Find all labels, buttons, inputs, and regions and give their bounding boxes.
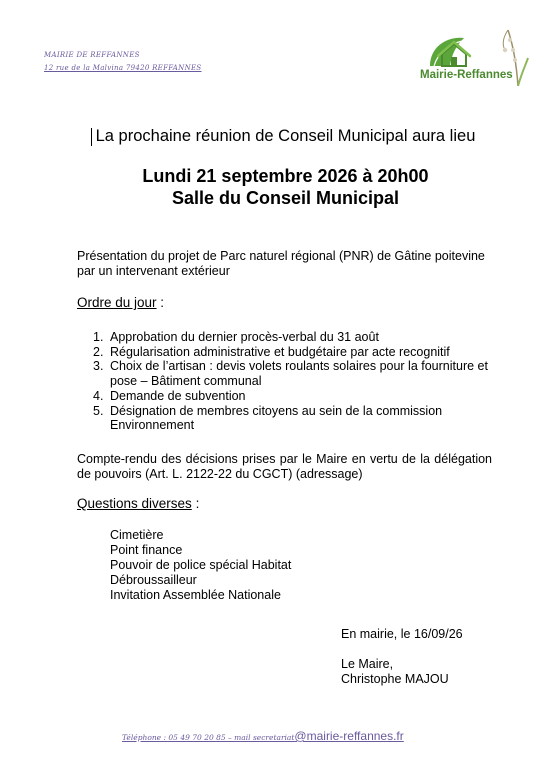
agenda-item-number: 4. <box>93 388 104 403</box>
agenda-item-number: 5. <box>93 403 104 418</box>
agenda-item <box>93 330 503 345</box>
agenda-heading-text: Ordre du jour <box>77 295 157 310</box>
misc-item: Invitation Assemblée Nationale <box>110 588 281 602</box>
misc-heading <box>77 496 199 511</box>
agenda-item <box>93 389 503 404</box>
agenda-item-number: 1. <box>93 330 104 344</box>
misc-item: Débroussailleur <box>110 573 197 587</box>
agenda-heading-colon: : <box>156 295 165 310</box>
town-logo <box>412 28 530 90</box>
presentation-paragraph: Présentation du projet de Parc naturel régional (PNR) de Gâtine poitevine par un intervenant extérieur <box>77 249 485 278</box>
organization-address: 12 rue de la Malvina 79420 REFFANNES <box>44 64 202 72</box>
agenda-item-text: Désignation de membres citoyens au sein de la commission Environnement <box>110 403 443 433</box>
footer-phone-mail: Téléphone : 05 49 70 20 85 – mail secretariat <box>122 733 295 742</box>
signature-name: Christophe MAJOU <box>341 672 449 686</box>
footer-contact <box>122 727 404 745</box>
agenda-item-number: 3. <box>93 359 104 374</box>
agenda-item <box>93 404 503 433</box>
agenda-item-text: Approbation du dernier procès-verbal du 31 août <box>110 330 379 344</box>
agenda-list <box>93 330 503 433</box>
misc-item: Pouvoir de police spécial Habitat <box>110 558 292 572</box>
agenda-item-number: 2. <box>93 344 104 359</box>
agenda-heading <box>77 295 164 310</box>
misc-heading-text: Questions diverses <box>77 496 192 511</box>
agenda-item-text: Choix de l’artisan : devis volets roulants solaires pour la fourniture et pose – Bâtiment communal <box>110 359 488 389</box>
footer-email-domain[interactable]: @mairie-reffannes.fr <box>294 729 404 743</box>
agenda-item <box>93 345 503 360</box>
logo-text: Mairie-Reffannes <box>420 69 513 81</box>
signature-place-date: En mairie, le 16/09/26 <box>341 627 463 641</box>
agenda-item <box>93 359 503 388</box>
agenda-item-text: Régularisation administrative et budgétaire par acte recognitif <box>110 344 450 359</box>
misc-heading-colon: : <box>191 496 200 511</box>
signature-role: Le Maire, <box>341 657 394 671</box>
misc-item: Cimetière <box>110 528 164 542</box>
organization-name: MAIRIE DE REFFANNES <box>44 51 140 59</box>
misc-list <box>110 528 291 603</box>
misc-item: Point finance <box>110 543 183 557</box>
agenda-item-text: Demande de subvention <box>110 388 246 403</box>
meeting-date: Lundi 21 septembre 2026 à 20h00 <box>142 166 429 186</box>
meeting-venue: Salle du Conseil Municipal <box>171 188 400 208</box>
report-paragraph: Compte-rendu des décisions prises par le Maire en vertu de la délégation de pouvoirs (Art. L. 2122-22 du CGCT) (adressage) <box>77 452 492 481</box>
meeting-intro: La prochaine réunion de Conseil Municipal aura lieu <box>95 127 476 145</box>
